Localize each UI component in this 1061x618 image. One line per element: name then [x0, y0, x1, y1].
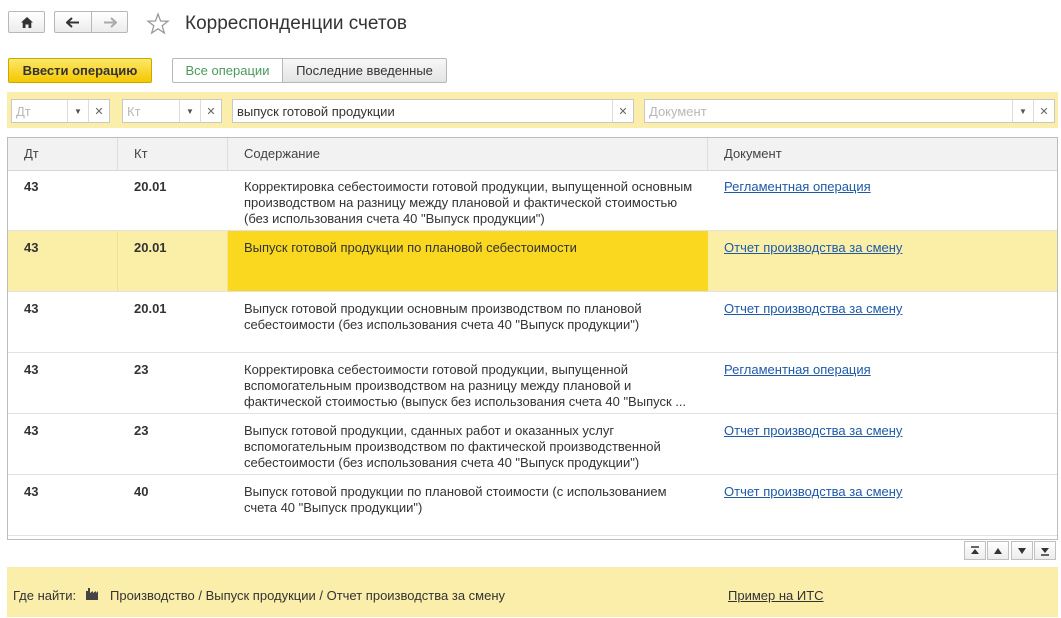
triangle-up-icon	[993, 547, 1003, 555]
document-link[interactable]: Отчет производства за смену	[724, 423, 903, 438]
cell-dt: 43	[24, 179, 39, 194]
arrow-left-icon	[66, 17, 80, 28]
table-row[interactable]	[8, 292, 1057, 353]
cell-content: Выпуск готовой продукции основным производством по плановой себестоимости (без использования счета 40 "Выпуск продукции")	[244, 301, 642, 332]
page-title: Корреспонденции счетов	[185, 13, 407, 34]
double-up-icon	[970, 546, 980, 556]
back-button[interactable]	[54, 11, 92, 33]
header-document[interactable]: Документ	[724, 146, 782, 161]
header-dt[interactable]: Дт	[8, 138, 118, 170]
table-header	[8, 138, 1057, 171]
factory-icon	[85, 587, 99, 604]
navigation-path: Производство / Выпуск продукции / Отчет производства за смену	[110, 588, 506, 603]
kt-filter[interactable]	[122, 99, 222, 123]
document-link[interactable]: Регламентная операция	[724, 179, 871, 194]
document-filter[interactable]	[644, 99, 1055, 123]
where-to-find-label: Где найти:	[13, 588, 77, 603]
cell-kt: 20.01	[134, 301, 167, 316]
tab-recent[interactable]: Последние введенные	[282, 58, 447, 83]
home-icon	[20, 16, 34, 29]
chevron-down-icon[interactable]: ▼	[1012, 100, 1033, 122]
scroll-top-button[interactable]	[964, 541, 986, 560]
cell-content: Выпуск готовой продукции по плановой себестоимости	[228, 231, 708, 291]
table-row[interactable]	[8, 414, 1057, 475]
arrow-right-icon	[103, 17, 117, 28]
cell-kt: 40	[134, 484, 149, 499]
search-input[interactable]: выпуск готовой продукции	[237, 103, 395, 119]
header-kt[interactable]: Кт	[118, 138, 228, 170]
cell-content: Корректировка себестоимости готовой продукции, выпущенной вспомогательным производством на разницу между плановой и фактической стоимостью (выпуск без использования счета 40 "Выпуск ...	[244, 362, 687, 409]
dt-filter[interactable]	[11, 99, 110, 123]
double-down-icon	[1040, 546, 1050, 556]
cell-kt: 20.01	[118, 231, 228, 291]
forward-button[interactable]	[91, 11, 128, 33]
tab-all-operations[interactable]: Все операции	[172, 58, 283, 83]
cell-dt: 43	[24, 423, 39, 438]
triangle-down-icon	[1017, 547, 1027, 555]
table-row[interactable]	[8, 353, 1057, 414]
cell-dt: 43	[24, 484, 39, 499]
header-content[interactable]: Содержание	[228, 138, 708, 170]
cell-dt: 43	[24, 301, 39, 316]
cell-content: Выпуск готовой продукции, сданных работ и оказанных услуг вспомогательным производством по фактической производственной себестоимости (без использования счета 40 "Выпуск продукции")	[244, 423, 661, 470]
favorite-star[interactable]	[146, 12, 170, 36]
clear-icon[interactable]: ✕	[612, 100, 633, 122]
cell-dt: 43	[24, 362, 39, 377]
chevron-down-icon[interactable]: ▼	[179, 100, 200, 122]
chevron-down-icon[interactable]: ▼	[67, 100, 88, 122]
scroll-down-button[interactable]	[1011, 541, 1033, 560]
cell-content: Выпуск готовой продукции по плановой стоимости (с использованием счета 40 "Выпуск продукции")	[244, 484, 667, 515]
document-link[interactable]: Отчет производства за смену	[724, 484, 903, 499]
scroll-up-button[interactable]	[987, 541, 1009, 560]
cell-content: Корректировка себестоимости готовой продукции, выпущенной основным производством на разницу между плановой и фактической стоимостью (без использования счета 40 "Выпуск продукции")	[244, 179, 693, 226]
cell-kt: 23	[134, 423, 149, 438]
star-icon	[146, 12, 170, 36]
search-filter[interactable]	[232, 99, 634, 123]
clear-icon[interactable]: ✕	[88, 100, 109, 122]
document-link[interactable]: Отчет производства за смену	[724, 240, 903, 255]
document-filter-input[interactable]: Документ	[649, 103, 707, 119]
its-example-link[interactable]: Пример на ИТС	[728, 588, 824, 603]
correspondence-table[interactable]	[7, 137, 1058, 540]
cell-dt: 43	[8, 231, 118, 291]
home-button[interactable]	[8, 11, 45, 33]
document-link[interactable]: Отчет производства за смену	[724, 301, 903, 316]
create-operation-button[interactable]: Ввести операцию	[8, 58, 152, 83]
dt-filter-input[interactable]: Дт	[16, 103, 31, 119]
cell-kt: 23	[134, 362, 149, 377]
clear-icon[interactable]: ✕	[200, 100, 221, 122]
kt-filter-input[interactable]: Кт	[127, 103, 141, 119]
scroll-bottom-button[interactable]	[1034, 541, 1056, 560]
cell-kt: 20.01	[134, 179, 167, 194]
table-row[interactable]	[8, 170, 1057, 231]
table-row-selected[interactable]	[8, 231, 1057, 292]
clear-icon[interactable]: ✕	[1033, 100, 1054, 122]
document-link[interactable]: Регламентная операция	[724, 362, 871, 377]
table-row[interactable]	[8, 475, 1057, 536]
